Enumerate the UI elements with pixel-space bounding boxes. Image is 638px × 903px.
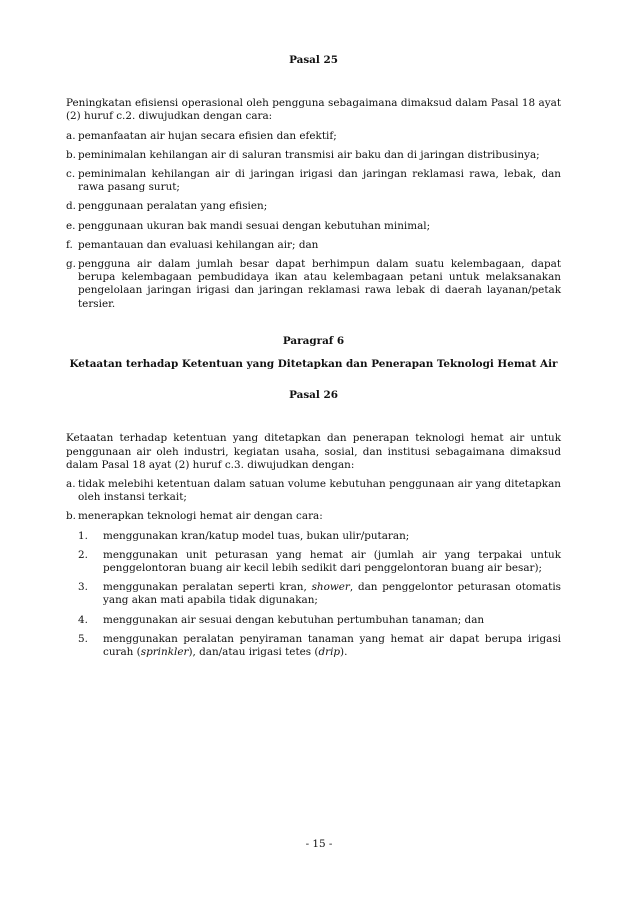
- list-marker: d.: [66, 200, 76, 213]
- list-item: [66, 258, 561, 311]
- pasal-26-heading: Pasal 26: [289, 389, 338, 402]
- pasal-26-intro: Ketaatan terhadap ketentuan yang ditetapkan dan penerapan teknologi hemat air untuk penggunaan air oleh industri, kegiatan usaha, sosial, dan institusi sebagaimana dimaksud dalam Pasal 18 ayat (2) huruf c.3. diwujudkan dengan:: [66, 432, 561, 471]
- sub-list-item-text: menggunakan unit peturasan yang hemat air (jumlah air yang terpakai untuk penggelontoran buang air kecil lebih sedikit dari penggelontoran buang air besar);: [103, 548, 561, 575]
- list-item-text: peminimalan kehilangan air di jaringan irigasi dan jaringan reklamasi rawa, lebak, dan rawa pasang surut;: [78, 168, 561, 194]
- sub-list-item: [78, 633, 561, 659]
- list-marker: g.: [66, 258, 76, 271]
- list-item: [66, 239, 561, 252]
- italic-term: sprinkler: [140, 646, 189, 659]
- sub-list: [66, 530, 561, 660]
- sub-list-item-text: [103, 581, 561, 607]
- text-run: menggunakan peralatan penyiraman tanaman yang hemat air dapat berupa irigasi curah (: [103, 632, 561, 659]
- list-item-text: penggunaan peralatan yang efisien;: [78, 200, 268, 213]
- sub-list-item-text: menggunakan air sesuai dengan kebutuhan pertumbuhan tanaman; dan: [103, 613, 485, 626]
- list-item-text: pemantauan dan evaluasi kehilangan air; dan: [78, 238, 319, 251]
- list-item-text: peminimalan kehilangan air di saluran transmisi air baku dan di jaringan distribusinya;: [78, 148, 540, 161]
- list-item-text: pengguna air dalam jumlah besar dapat berhimpun dalam suatu kelembagaan, dapat berupa kelembagaan pembudidaya ikan atau kelembagaan petani untuk melaksanakan pengelolaan jaringan irigasi dan jaringan reklamasi rawa lebak di daerah layanan/petak tersier.: [78, 258, 561, 310]
- list-item-text: menerapkan teknologi hemat air dengan cara:: [78, 510, 323, 523]
- text-run: ).: [340, 646, 348, 659]
- list-marker: f.: [66, 238, 73, 251]
- list-item: [66, 130, 561, 143]
- list-item: [66, 220, 561, 233]
- pasal-25-list: [66, 130, 561, 311]
- sub-list-marker: 2.: [78, 548, 88, 561]
- sub-list-item-text: menggunakan kran/katup model tuas, bukan ulir/putaran;: [103, 529, 410, 542]
- sub-list-marker: 5.: [78, 632, 88, 645]
- sub-list-marker: 3.: [78, 581, 88, 594]
- sub-list-item: [78, 549, 561, 575]
- sub-list-marker: 1.: [78, 529, 88, 542]
- pasal-25-heading: Pasal 25: [289, 54, 338, 66]
- italic-term: shower: [311, 581, 350, 594]
- list-marker: b.: [66, 148, 76, 161]
- list-marker: a.: [66, 478, 76, 491]
- sub-list-item: [78, 581, 561, 607]
- text-run: , dan penggelontor peturasan otomatis yang akan mati apabila tidak digunakan;: [103, 581, 562, 607]
- pasal-25-intro: Peningkatan efisiensi operasional oleh pengguna sebagaimana dimaksud dalam Pasal 18 ayat (2) huruf c.2. diwujudkan dengan cara:: [66, 97, 561, 123]
- list-item: [66, 510, 561, 523]
- sub-list-item-text: [103, 633, 561, 659]
- sub-list-item: [78, 530, 561, 543]
- paragraf-6-heading: Paragraf 6: [282, 334, 345, 347]
- list-item: [66, 478, 561, 504]
- list-item: [66, 200, 561, 213]
- list-marker: e.: [66, 219, 76, 232]
- italic-term: drip: [318, 646, 341, 659]
- sub-list-item: [78, 614, 561, 627]
- text-run: ), dan/atau irigasi tetes (: [188, 646, 319, 659]
- list-item-text: pemanfaatan air hujan secara efisien dan efektif;: [78, 129, 337, 142]
- list-item-text: tidak melebihi ketentuan dalam satuan volume kebutuhan penggunaan air yang ditetapkan oleh instansi terkait;: [78, 478, 561, 504]
- list-marker: a.: [66, 129, 76, 142]
- page-number: - 15 -: [305, 838, 333, 850]
- list-marker: b.: [66, 510, 76, 523]
- sub-list-marker: 4.: [78, 613, 88, 626]
- list-item-text: penggunaan ukuran bak mandi sesuai dengan kebutuhan minimal;: [78, 219, 431, 232]
- paragraf-6-title: Ketaatan terhadap Ketentuan yang Ditetapkan dan Penerapan Teknologi Hemat Air: [69, 358, 558, 371]
- list-item: [66, 168, 561, 194]
- list-item: [66, 149, 561, 162]
- text-run: menggunakan peralatan seperti kran,: [103, 581, 312, 594]
- list-marker: c.: [66, 168, 76, 181]
